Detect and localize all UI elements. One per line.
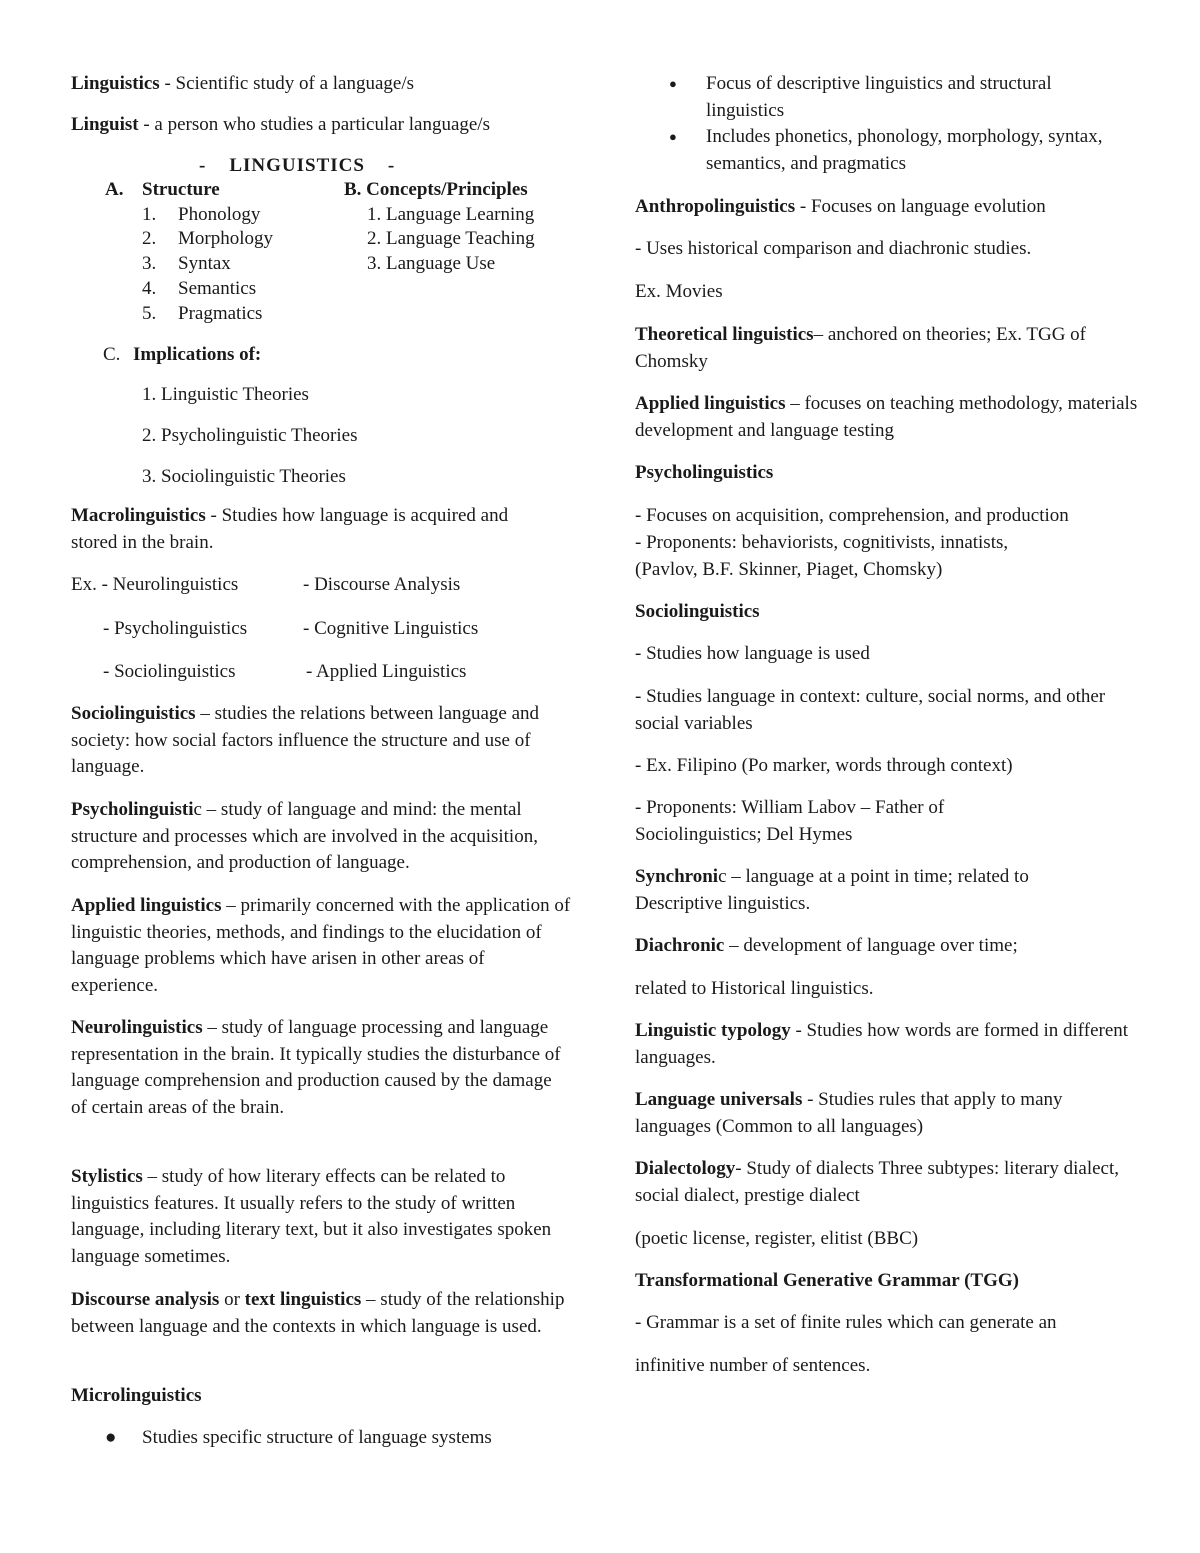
implication-item: 1. Linguistic Theories (142, 384, 309, 405)
structure-item: 4. Semantics (142, 278, 257, 299)
example-item: - Applied Linguistics (306, 661, 467, 682)
linguistics-definition: Linguistics - Scientific study of a language/s (71, 73, 415, 94)
sociolinguistics-line: - Studies how language is used (635, 643, 870, 664)
sociolinguistics-line: - Proponents: William Labov – Father of Sociolinguistics; Del Hymes (635, 797, 945, 845)
language-universals-definition: Language universals - Studies rules that apply to many languages (Common to all languages) (635, 1089, 1063, 1137)
sociolinguistics-title: Sociolinguistics (635, 601, 760, 622)
structure-item: 1. Phonology (142, 204, 261, 225)
discourse-analysis-definition: Discourse analysis or text linguistics – study of the relationship between language and the contexts in which language is used. (71, 1289, 565, 1337)
example-item: - Discourse Analysis (303, 574, 461, 595)
concepts-title: B. Concepts/Principles (344, 179, 528, 200)
implication-item: 3. Sociolinguistic Theories (142, 466, 346, 487)
implications-marker: C. (103, 344, 121, 365)
microlinguistics-title: Microlinguistics (71, 1385, 202, 1406)
theoretical-linguistics-definition: Theoretical linguistics– anchored on theories; Ex. TGG of Chomsky (635, 324, 1087, 372)
linguistics-heading: - LINGUISTICS - (199, 155, 396, 176)
diachronic-definition: Diachronic – development of language over time; (635, 935, 1018, 956)
macrolinguistics-definition: Macrolinguistics - Studies how language is acquired and stored in the brain. (71, 505, 509, 553)
diachronic-note: related to Historical linguistics. (635, 978, 874, 999)
term: Linguistics (71, 73, 160, 94)
sociolinguistics-definition: Sociolinguistics – studies the relations between language and society: how social factors influence the structure and use of language. (71, 703, 540, 777)
structure-item: 2. Morphology (142, 228, 273, 249)
structure-item: 3. Syntax (142, 253, 231, 274)
linguist-definition: Linguist - a person who studies a particular language/s (71, 114, 490, 135)
psycholinguistics-line: - Focuses on acquisition, comprehension, and production (635, 505, 1069, 526)
tgg-line: - Grammar is a set of finite rules which can generate an (635, 1312, 1057, 1333)
dialectology-definition: Dialectology- Study of dialects Three subtypes: literary dialect, social dialect, prestige dialect (635, 1158, 1120, 1206)
anthropolinguistics-example: Ex. Movies (635, 281, 723, 302)
structure-marker: A. (105, 179, 124, 200)
applied-linguistics-definition: Applied linguistics – primarily concerned with the application of linguistic theories, methods, and findings to the elucidation of language problems which have arisen in other areas of experience. (71, 895, 571, 996)
anthropolinguistics-definition: Anthropolinguistics - Focuses on language evolution (635, 196, 1046, 217)
stylistics-definition: Stylistics – study of how literary effects can be related to linguistics features. It usually refers to the study of written language, including literary text, but it also investigates spoken language sometimes. (71, 1166, 552, 1267)
sociolinguistics-line: - Ex. Filipino (Po marker, words through context) (635, 755, 1013, 776)
concept-item: 1. Language Learning (367, 204, 535, 225)
sociolinguistics-line: - Studies language in context: culture, social norms, and other social variables (635, 686, 1106, 734)
neurolinguistics-definition: Neurolinguistics – study of language processing and language representation in the brain. It typically studies the disturbance of language comprehension and production caused by the damage of certain areas of the brain. (71, 1017, 561, 1118)
psycholinguistic-definition: Psycholinguistic – study of language and mind: the mental structure and processes which are involved in the acquisition, comprehension, and production of language. (71, 799, 538, 873)
synchronic-definition: Synchronic – language at a point in time; related to Descriptive linguistics. (635, 866, 1029, 914)
example-item: - Cognitive Linguistics (303, 618, 479, 639)
structure-item: 5. Pragmatics (142, 303, 263, 324)
concept-item: 3. Language Use (367, 253, 496, 274)
example-item: - Sociolinguistics (103, 661, 236, 682)
tgg-line: infinitive number of sentences. (635, 1355, 871, 1376)
anthropolinguistics-note: - Uses historical comparison and diachronic studies. (635, 238, 1032, 259)
structure-title: Structure (142, 179, 220, 200)
bullet-icon: ● (669, 76, 677, 91)
implication-item: 2. Psycholinguistic Theories (142, 425, 358, 446)
example-item: - Psycholinguistics (103, 618, 248, 639)
applied-linguistics-definition: Applied linguistics – focuses on teaching methodology, materials development and language testing (635, 393, 1138, 441)
example-item: Ex. - Neurolinguistics (71, 574, 239, 595)
term: Linguist (71, 114, 139, 135)
tgg-title: Transformational Generative Grammar (TGG) (635, 1270, 1019, 1291)
linguistic-typology-definition: Linguistic typology - Studies how words are formed in different languages. (635, 1020, 1129, 1068)
bullet-icon: ● (105, 1427, 117, 1448)
implications-title: Implications of: (133, 344, 262, 365)
bullet-icon: ● (669, 129, 677, 144)
psycholinguistics-line: - Proponents: behaviorists, cognitivists, innatists, (Pavlov, B.F. Skinner, Piaget, Chomsky) (635, 532, 1009, 580)
psycholinguistics-title: Psycholinguistics (635, 462, 774, 483)
dialectology-note: (poetic license, register, elitist (BBC) (635, 1228, 919, 1249)
term: Macrolinguistics (71, 505, 206, 526)
concept-item: 2. Language Teaching (367, 228, 535, 249)
